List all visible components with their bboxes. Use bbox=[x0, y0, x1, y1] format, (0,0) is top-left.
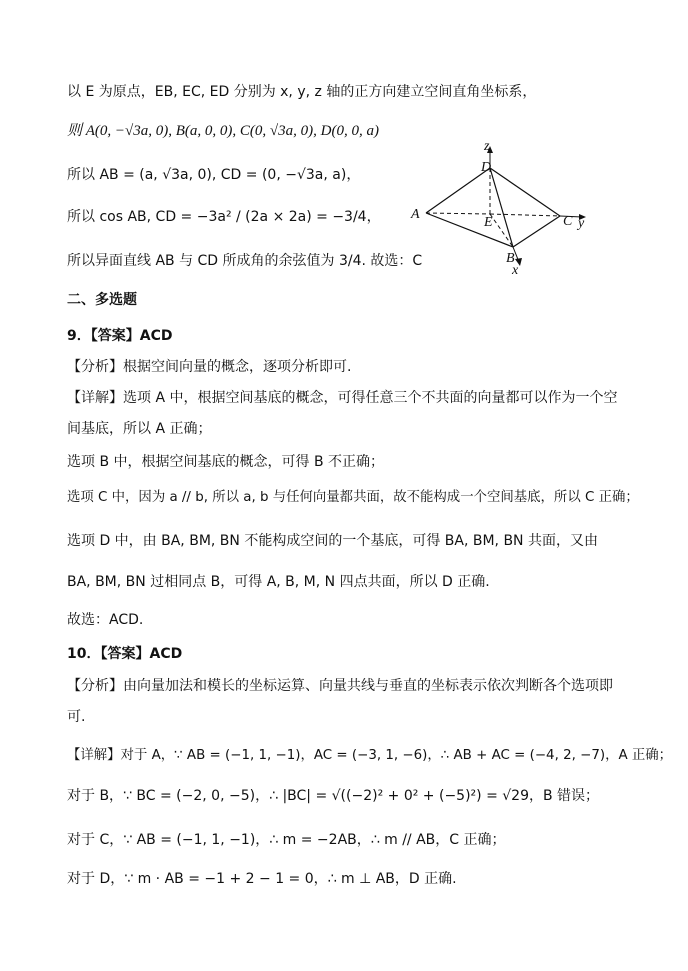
detail-9-line-2: 间基底，所以 A 正确； bbox=[67, 421, 212, 437]
section-heading: 二、多选题 bbox=[67, 292, 137, 308]
text-line-1: 以 E 为原点，EB, EC, ED 分别为 x, y, z 轴的正方向建立空间直角坐标系， bbox=[67, 84, 537, 100]
label-C: C bbox=[563, 214, 573, 229]
label-E: E bbox=[484, 215, 493, 230]
answer-10: 10．【答案】ACD bbox=[67, 646, 183, 662]
edge-DB bbox=[490, 168, 513, 247]
detail-9-line-1: 【详解】选项 A 中，根据空间基底的概念，可得任意三个不共面的向量都可以作为一个空 bbox=[67, 390, 618, 406]
answer-9: 9．【答案】ACD bbox=[67, 328, 173, 344]
label-B: B bbox=[506, 251, 515, 266]
edge-AE bbox=[426, 213, 490, 214]
label-y: y bbox=[578, 216, 585, 231]
text-line-3: 所以 AB = (a, √3a, 0), CD = (0, −√3a, a)， bbox=[67, 167, 361, 183]
edge-AB bbox=[426, 213, 513, 247]
label-D: D bbox=[481, 160, 492, 175]
detail-10-b: 对于 B，∵ BC = (−2, 0, −5)，∴ |BC| = √((−2)² + 0² + (−5)²) = √29，B 错误； bbox=[67, 788, 600, 804]
label-z: z bbox=[484, 139, 490, 154]
detail-10-a: 【详解】对于 A，∵ AB = (−1, 1, −1)，AC = (−3, 1, −6)，∴ AB + AC = (−4, 2, −7)，A 正确； bbox=[67, 748, 673, 763]
detail-9-line-3: 选项 B 中，根据空间基底的概念，可得 B 不正确； bbox=[67, 454, 385, 470]
detail-9-line-5: 选项 D 中，由 BA, BM, BN 不能构成空间的一个基底，可得 BA, BM, BN 共面，又由 bbox=[67, 533, 598, 549]
text-line-2: 则 A(0, −√3a, 0), B(a, 0, 0), C(0, √3a, 0), D(0, 0, a) bbox=[67, 123, 379, 139]
tetrahedron-figure bbox=[400, 138, 600, 278]
label-x: x bbox=[512, 263, 519, 278]
analysis-10-line-1: 【分析】由向量加法和模长的坐标运算、向量共线与垂直的坐标表示依次判断各个选项即 bbox=[67, 678, 613, 694]
analysis-10-line-2: 可. bbox=[67, 709, 86, 725]
label-A: A bbox=[411, 207, 420, 222]
conclusion-9: 故选：ACD. bbox=[67, 612, 144, 628]
text-line-5: 所以异面直线 AB 与 CD 所成角的余弦值为 3/4. 故选：C bbox=[67, 253, 423, 269]
detail-10-d: 对于 D，∵ m · AB = −1 + 2 − 1 = 0，∴ m ⊥ AB，D 正确. bbox=[67, 871, 457, 887]
detail-9-line-4: 选项 C 中，因为 a // b, 所以 a, b 与任何向量都共面，故不能构成一个空间基底，所以 C 正确； bbox=[67, 490, 639, 505]
edge-DC bbox=[490, 168, 560, 216]
detail-10-c: 对于 C，∵ AB = (−1, 1, −1)，∴ m = −2AB，∴ m // AB，C 正确； bbox=[67, 832, 506, 848]
edge-EC bbox=[490, 214, 560, 216]
edge-BC bbox=[513, 216, 560, 247]
text-line-4: 所以 cos AB, CD = −3a² / (2a × 2a) = −3/4， bbox=[67, 209, 381, 225]
analysis-9: 【分析】根据空间向量的概念，逐项分析即可. bbox=[67, 359, 352, 375]
detail-9-line-6: BA, BM, BN 过相同点 B，可得 A, B, M, N 四点共面，所以 D 正确. bbox=[67, 574, 490, 590]
